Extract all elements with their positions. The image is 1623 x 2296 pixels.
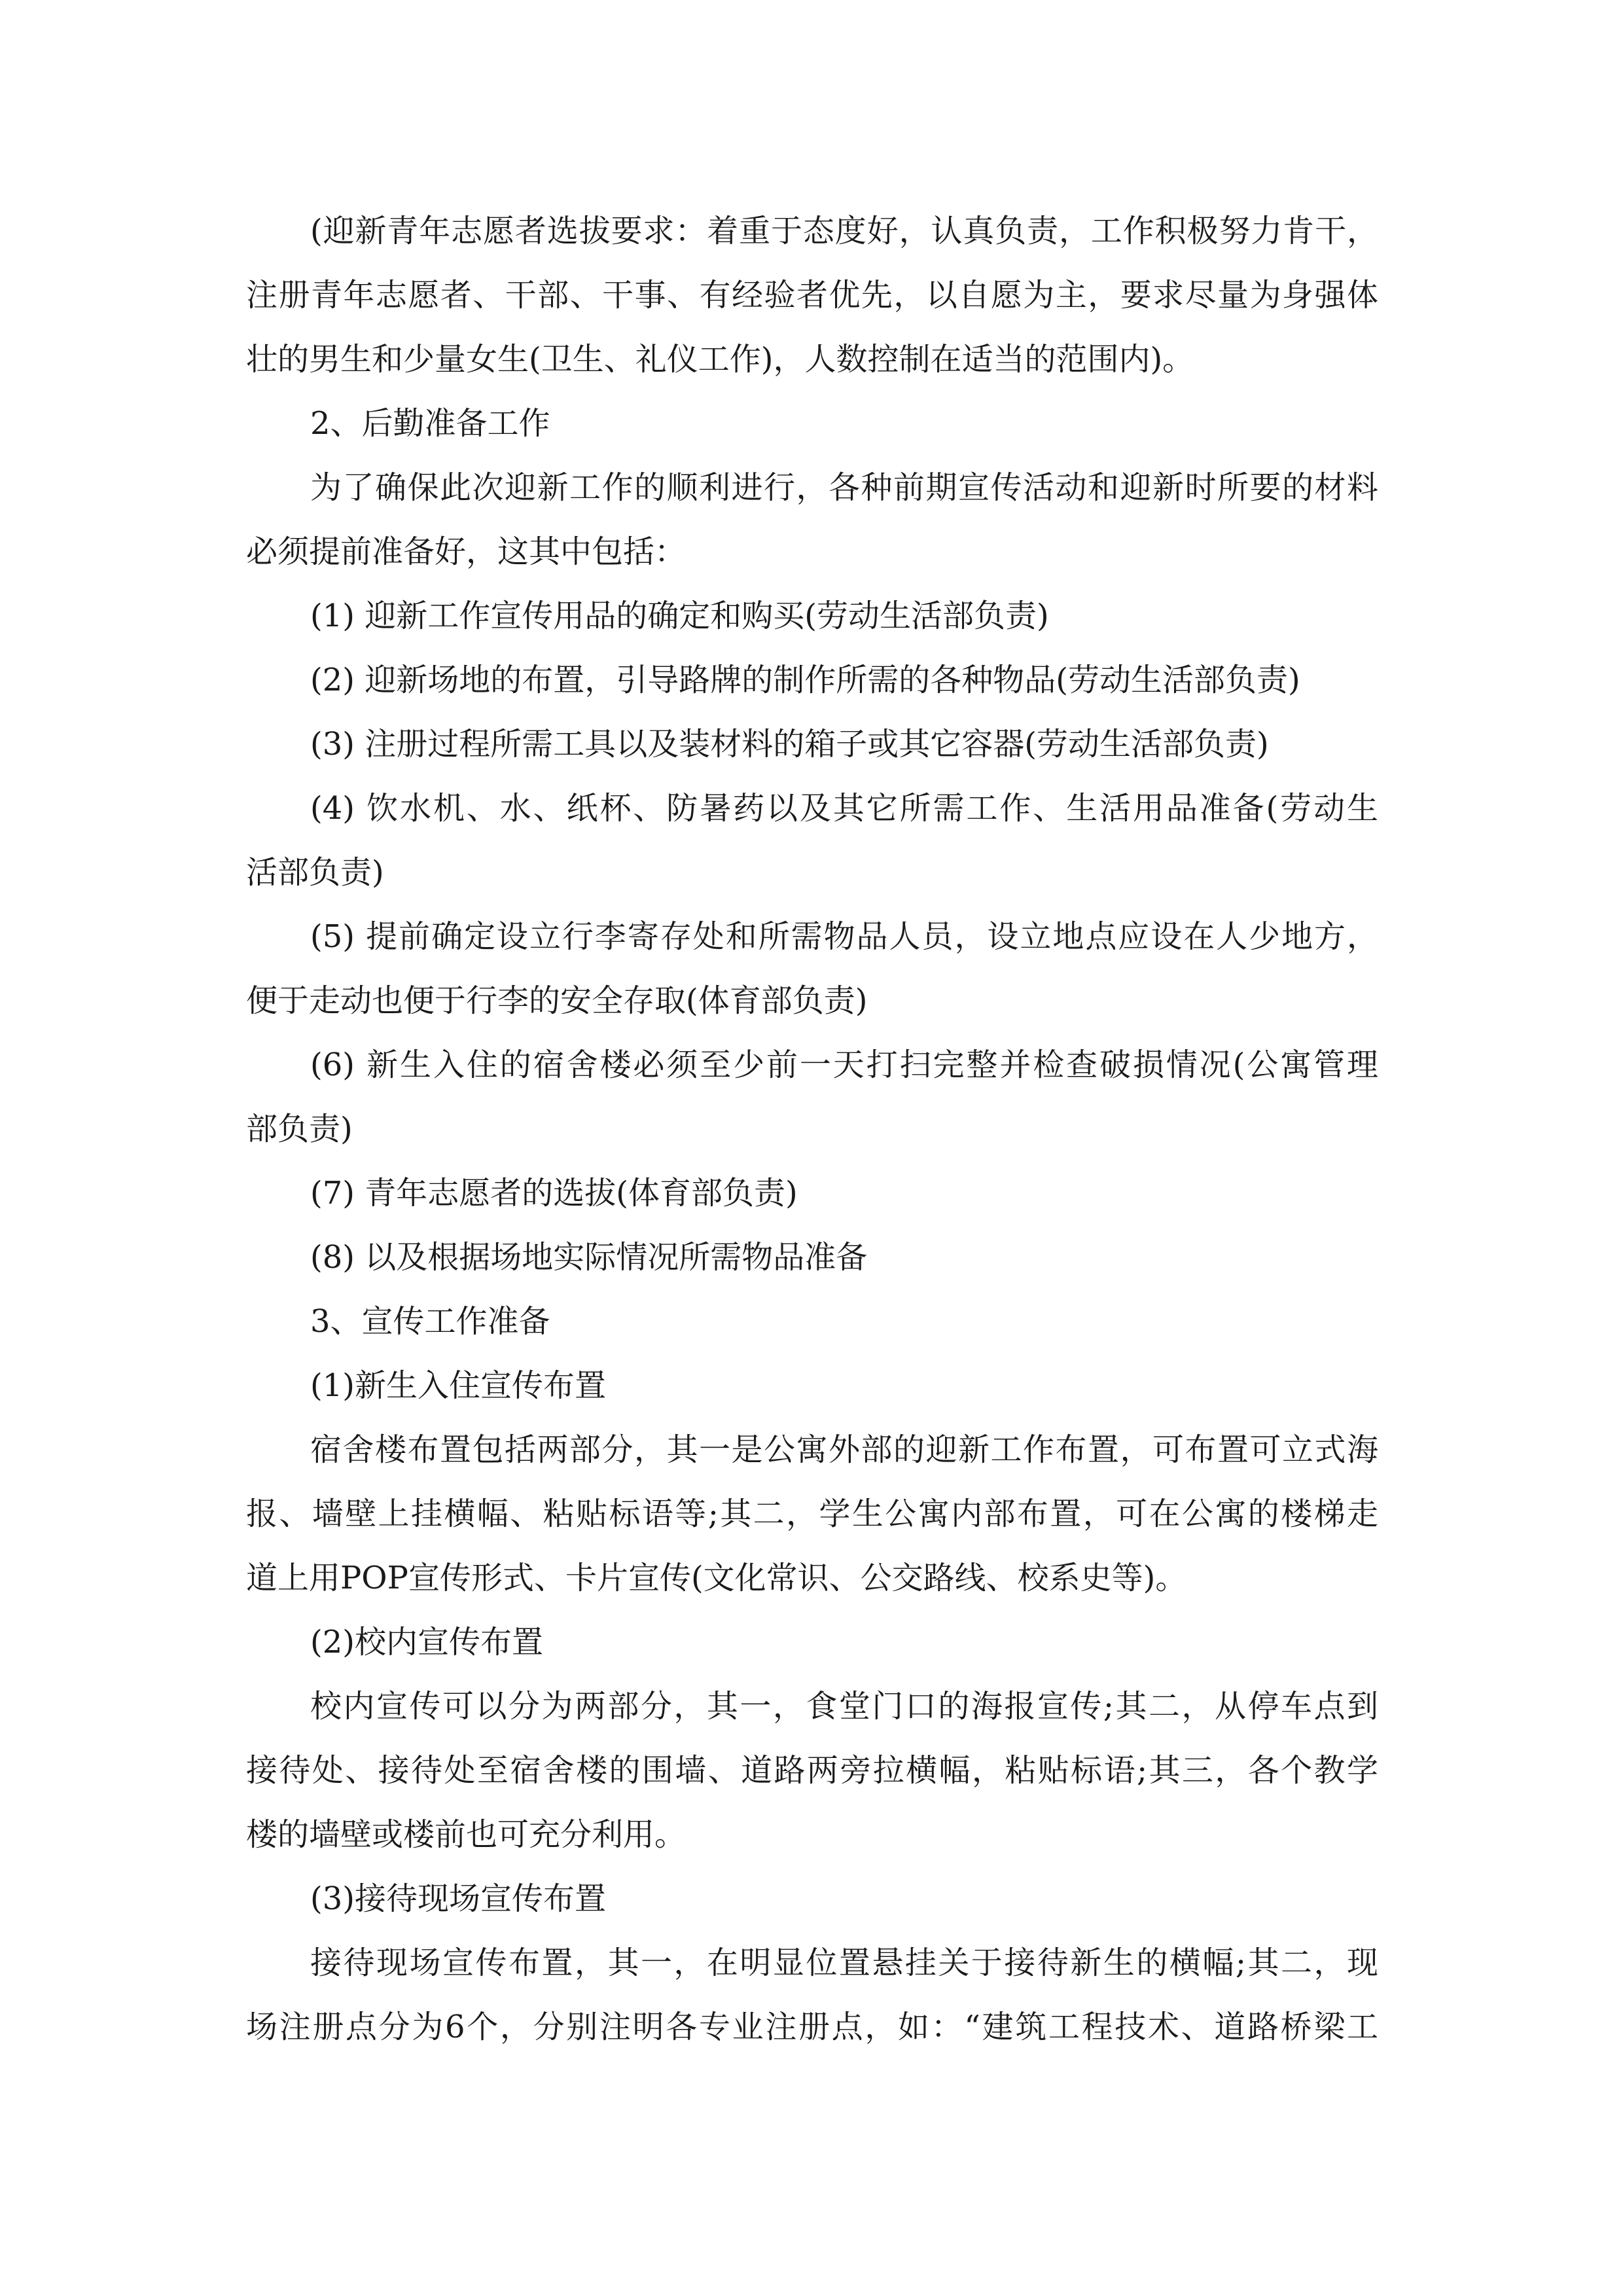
list-item: (1) 迎新工作宣传用品的确定和购买(劳动生活部负责)	[310, 598, 1049, 634]
text-line: 接待现场宣传布置，其一，在明显位置悬挂关于接待新生的横幅;其二，现	[310, 1945, 1378, 1981]
text-line: 壮的男生和少量女生(卫生、礼仪工作)，人数控制在适当的范围内)。	[246, 341, 1194, 378]
text-line: 校内宣传可以分为两部分，其一，食堂门口的海报宣传;其二，从停车点到	[310, 1688, 1378, 1725]
list-item: (2) 迎新场地的布置，引导路牌的制作所需的各种物品(劳动生活部负责)	[310, 662, 1300, 698]
text-line: (迎新青年志愿者选拔要求：着重于态度好，认真负责，工作积极努力肯干，	[310, 213, 1378, 249]
section-heading: 2、后勤准备工作	[310, 405, 550, 442]
subsection-heading: (2)校内宣传布置	[310, 1624, 543, 1660]
text-line: 活部负责)	[246, 854, 384, 891]
text-line: 便于走动也便于行李的安全存取(体育部负责)	[246, 982, 868, 1019]
text-line: 场注册点分为6个，分别注明各专业注册点，如：“建筑工程技术、道路桥梁工	[246, 2009, 1378, 2045]
text-line: 必须提前准备好，这其中包括：	[246, 533, 687, 570]
subsection-heading: (1)新生入住宣传布置	[310, 1367, 606, 1404]
list-item: (7) 青年志愿者的选拔(体育部负责)	[310, 1175, 798, 1211]
text-line: 报、墙壁上挂横幅、粘贴标语等;其二，学生公寓内部布置，可在公寓的楼梯走	[246, 1496, 1378, 1532]
text-line: 注册青年志愿者、干部、干事、有经验者优先，以自愿为主，要求尽量为身强体	[246, 277, 1378, 314]
list-item: (8) 以及根据场地实际情况所需物品准备	[310, 1239, 868, 1276]
list-item: (5) 提前确定设立行李寄存处和所需物品人员，设立地点应设在人少地方，	[310, 918, 1378, 955]
text-line: 道上用POP宣传形式、卡片宣传(文化常识、公交路线、校系史等)。	[246, 1560, 1187, 1596]
subsection-heading: (3)接待现场宣传布置	[310, 1880, 606, 1917]
text-line: 楼的墙壁或楼前也可充分利用。	[246, 1816, 687, 1853]
list-item: (6) 新生入住的宿舍楼必须至少前一天打扫完整并检查破损情况(公寓管理	[310, 1047, 1378, 1083]
text-line: 为了确保此次迎新工作的顺利进行，各种前期宣传活动和迎新时所要的材料	[310, 469, 1378, 506]
list-item: (4) 饮水机、水、纸杯、防暑药以及其它所需工作、生活用品准备(劳动生	[310, 790, 1378, 827]
text-line: 部负责)	[246, 1111, 353, 1147]
text-line: 接待处、接待处至宿舍楼的围墙、道路两旁拉横幅，粘贴标语;其三，各个教学	[246, 1752, 1378, 1789]
text-line: 宿舍楼布置包括两部分，其一是公寓外部的迎新工作布置，可布置可立式海	[310, 1431, 1378, 1468]
list-item: (3) 注册过程所需工具以及装材料的箱子或其它容器(劳动生活部负责)	[310, 726, 1269, 762]
section-heading: 3、宣传工作准备	[310, 1303, 550, 1340]
